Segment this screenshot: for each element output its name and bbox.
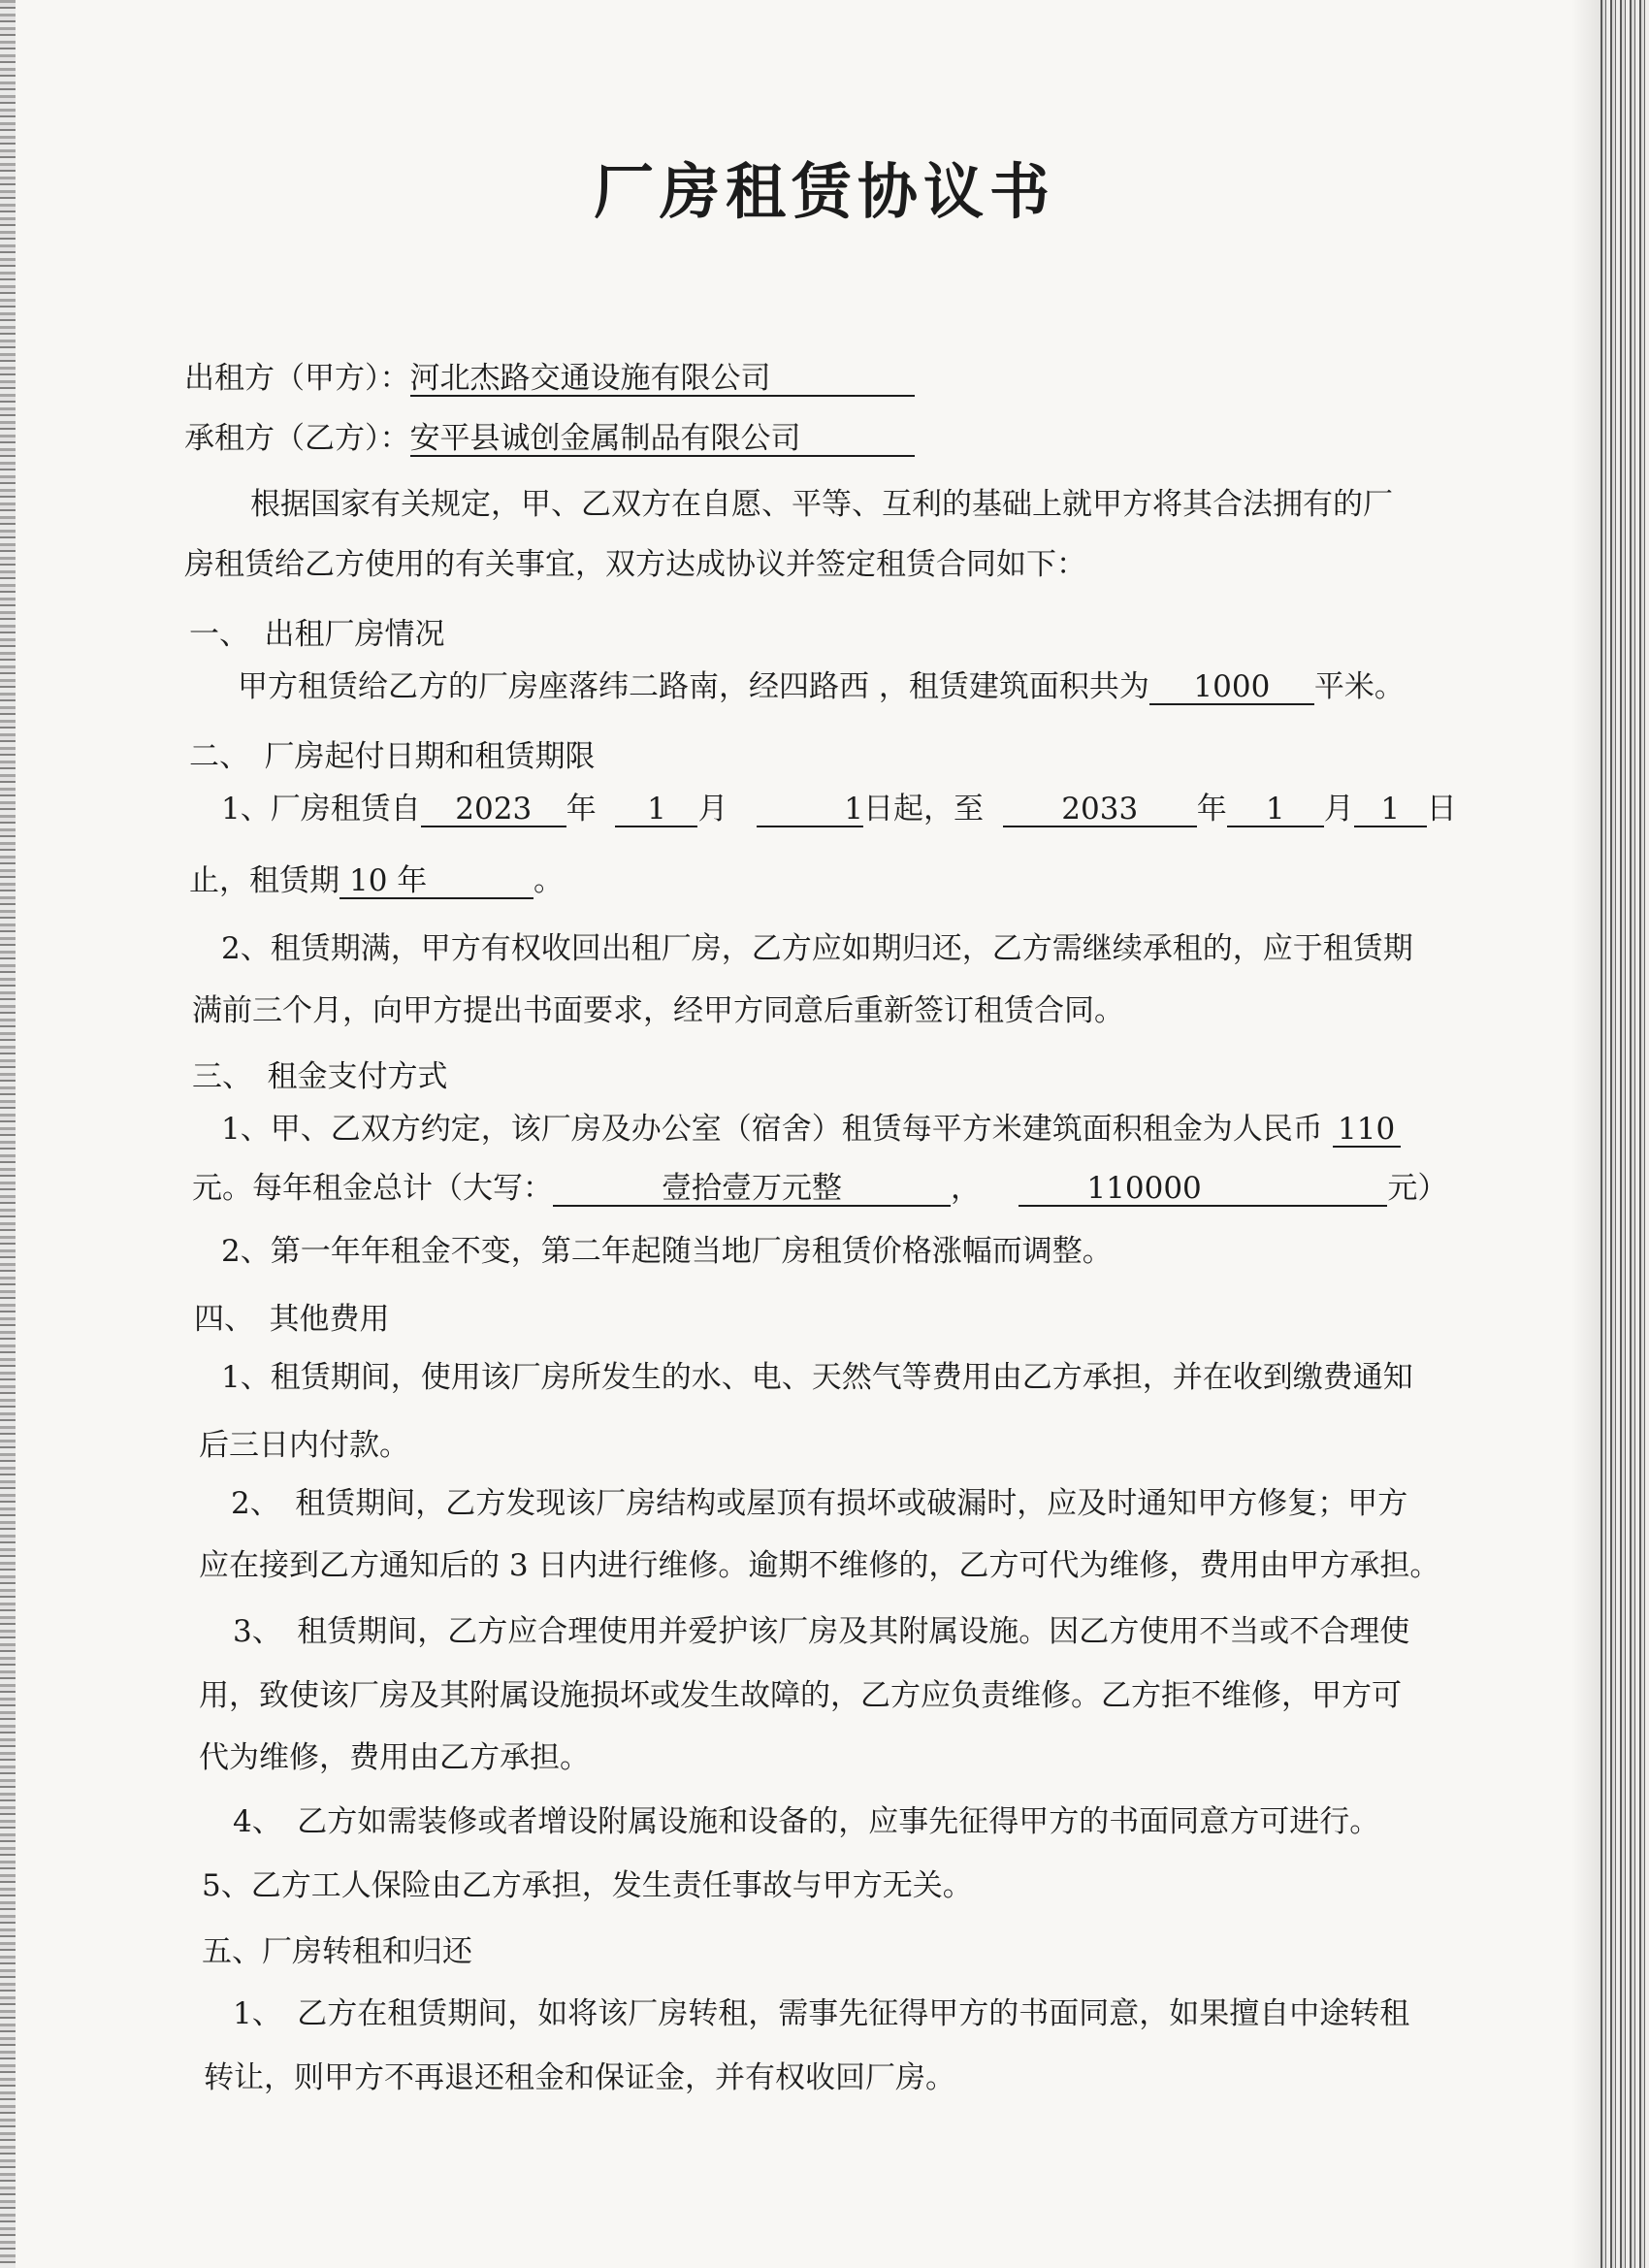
sublease-line-1: 1、 乙方在租赁期间，如将该厂房转租，需事先征得甲方的书面同意，如果擅自中途转租 [233, 1996, 1410, 2031]
section-1-text [238, 667, 1405, 706]
end-day-unit: 日 [1426, 792, 1457, 826]
intro-line-2: 房租赁给乙方使用的有关事宜，双方达成协议并签定租赁合同如下： [184, 547, 1086, 582]
start-year-unit: 年 [566, 792, 597, 826]
renewal-line-1: 2、租赁期满，甲方有权收回出租厂房，乙方应如期归还，乙方需继续承租的，应于租赁期 [221, 931, 1413, 966]
section-4-heading: 四、 其他费用 [194, 1302, 390, 1337]
end-month: 1 [1227, 793, 1324, 827]
annual-rent-words: 壹拾壹万元整 [553, 1172, 951, 1207]
fees-3-line-2: 用，致使该厂房及其附属设施损坏或发生故障的，乙方应负责维修。乙方拒不维修，甲方可 [199, 1678, 1402, 1713]
start-year: 2023 [421, 793, 566, 827]
fees-2-line-2: 应在接到乙方通知后的 3 日内进行维修。逾期不维修的，乙方可代为维修，费用由甲方承担。 [199, 1548, 1440, 1583]
annual-rent-line [192, 1169, 1447, 1208]
lessee-name: 安平县诚创金属制品有限公司 [410, 422, 915, 457]
fees-5-line: 5、乙方工人保险由乙方承担，发生责任事故与甲方无关。 [202, 1868, 973, 1903]
area-value: 1000 [1149, 670, 1314, 705]
end-year-unit: 年 [1196, 792, 1227, 826]
fees-4-line: 4、 乙方如需装修或者增设附属设施和设备的，应事先征得甲方的书面同意方可进行。 [233, 1804, 1380, 1839]
lessor-label: 出租方（甲方）： [184, 361, 410, 396]
section-3-heading: 三、 租金支付方式 [192, 1059, 448, 1094]
unit-price: 110 [1333, 1113, 1401, 1148]
scan-edge-left [0, 0, 16, 2268]
lease-dates-prefix: 1、厂房租赁自 [221, 792, 421, 826]
date-from-text: 日起，至 [863, 792, 985, 826]
lessee-line [184, 419, 915, 458]
lease-term-period: 。 [534, 863, 564, 898]
lessor-line [184, 359, 915, 398]
unit-price-line [221, 1110, 1401, 1149]
lease-dates-line [221, 790, 1457, 828]
end-year: 2033 [1003, 793, 1197, 827]
lessee-label: 承租方（乙方）： [184, 421, 410, 456]
sublease-line-2: 转让，则甲方不再退还租金和保证金，并有权收回厂房。 [204, 2060, 955, 2095]
annual-rent-comma: ， [951, 1171, 981, 1206]
fees-3-line-1: 3、 租赁期间，乙方应合理使用并爱护该厂房及其附属设施。因乙方使用不当或不合理使 [233, 1614, 1410, 1649]
lease-term: 10 年 [340, 864, 534, 899]
start-month: 1 [615, 793, 697, 827]
fees-2-line-1: 2、 租赁期间，乙方发现该厂房结构或屋顶有损坏或破漏时，应及时通知甲方修复；甲方 [231, 1486, 1408, 1521]
document-title: 厂房租赁协议书 [593, 156, 1055, 227]
renewal-line-2: 满前三个月，向甲方提出书面要求，经甲方同意后重新签订租赁合同。 [192, 993, 1124, 1028]
lease-term-line [189, 861, 564, 900]
section-1-heading: 一、 出租厂房情况 [189, 617, 445, 652]
rent-adjust-line: 2、第一年年租金不变，第二年起随当地厂房租赁价格涨幅而调整。 [221, 1234, 1113, 1269]
annual-rent-suffix: 元） [1387, 1171, 1448, 1206]
lessor-name: 河北杰路交通设施有限公司 [410, 362, 915, 397]
lease-term-prefix: 止，租赁期 [189, 863, 340, 898]
unit-price-text: 1、甲、乙双方约定，该厂房及办公室（宿舍）租赁每平方米建筑面积租金为人民币 [221, 1112, 1323, 1147]
section-2-heading: 二、 厂房起付日期和租赁期限 [189, 739, 596, 774]
intro-line-1: 根据国家有关规定，甲、乙双方在自愿、平等、互利的基础上就甲方将其合法拥有的厂 [250, 487, 1393, 522]
fees-1-line-2: 后三日内付款。 [199, 1428, 409, 1463]
annual-rent-number: 110000 [1018, 1172, 1387, 1207]
end-month-unit: 月 [1323, 792, 1354, 826]
annual-rent-prefix: 元。每年租金总计（大写： [192, 1171, 553, 1206]
area-unit: 平米。 [1313, 669, 1405, 704]
start-day: 1 [757, 793, 863, 827]
fees-3-line-3: 代为维修，费用由乙方承担。 [199, 1740, 590, 1775]
start-month-unit: 月 [697, 792, 728, 826]
scan-shadow-right [1571, 0, 1600, 2268]
scan-edge-right [1600, 0, 1649, 2268]
fees-1-line-1: 1、租赁期间，使用该厂房所发生的水、电、天然气等费用由乙方承担，并在收到缴费通知 [221, 1360, 1413, 1395]
section-5-heading: 五、厂房转租和归还 [202, 1934, 472, 1969]
area-text-before: 甲方租赁给乙方的厂房座落纬二路南，经四路西 ，租赁建筑面积共为 [238, 669, 1149, 704]
end-day: 1 [1354, 793, 1427, 827]
